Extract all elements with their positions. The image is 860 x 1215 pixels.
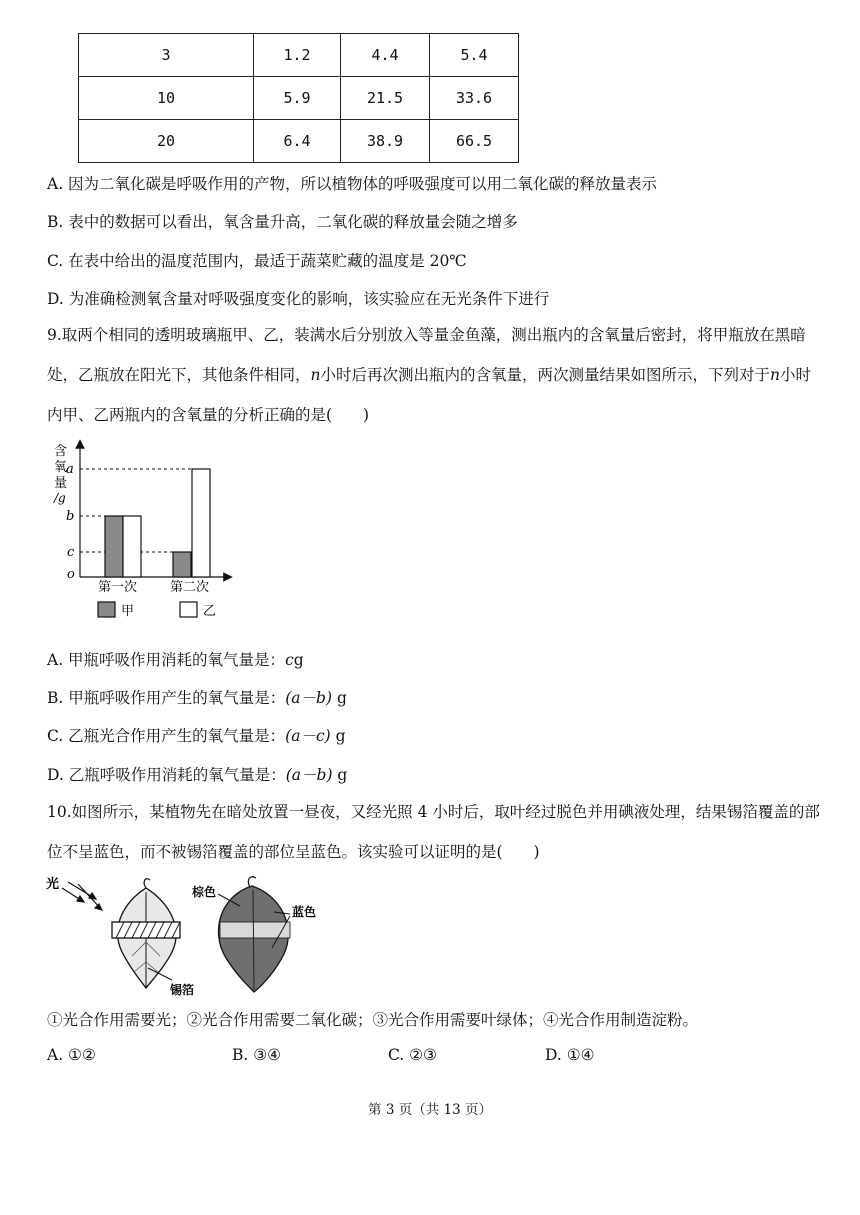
bar-jia-first (105, 516, 123, 577)
q9-option-b: B. 甲瓶呼吸作用产生的氧气量是：(a－b) g (47, 689, 347, 707)
q10-statements: ①光合作用需要光；②光合作用需要二氧化碳；③光合作用需要叶绿体；④光合作用制造淀粉。 (47, 1011, 699, 1029)
table-cell: 38.9 (341, 120, 430, 163)
table-cell: 4.4 (341, 34, 430, 77)
tick-label-o: o (67, 567, 75, 582)
q8-option-b: B. 表中的数据可以看出，氧含量升高，二氧化碳的释放量会随之增多 (47, 213, 518, 231)
table-cell: 1.2 (254, 34, 341, 77)
q9-option-c: C. 乙瓶光合作用产生的氧气量是：(a－c) g (47, 727, 346, 745)
legend-swatch-jia (98, 602, 115, 617)
tick-label-a: a (66, 462, 74, 477)
q8-option-a: A. 因为二氧化碳是呼吸作用的产物，所以植物体的呼吸强度可以用二氧化碳的释放量表示 (47, 175, 658, 193)
table-cell: 21.5 (341, 77, 430, 120)
brown-label: 棕色 (192, 885, 217, 899)
table-row (79, 34, 519, 77)
table-cell: 5.9 (254, 77, 341, 120)
q10-choice-a: A. ①② (47, 1046, 96, 1064)
tick-label-c: c (67, 545, 75, 560)
q8-option-d: D. 为准确检测氧含量对呼吸强度变化的影响，该实验应在无光条件下进行 (47, 290, 550, 308)
legend-label-yi: 乙 (203, 604, 217, 619)
q10-choice-b: B. ③④ (232, 1046, 282, 1064)
q10-choice-c: C. ②③ (388, 1046, 437, 1064)
leaf-experiment-figure (44, 872, 324, 997)
q9-stem: 9.取两个相同的透明玻璃瓶甲、乙，装满水后分别放入等量金鱼藻，测出瓶内的含氧量后密封，将甲瓶放在黑暗处，乙瓶放在阳光下，其他条件相同，n小时后再次测出瓶内的含氧量，两次测量结果如图所示，下列对于n小时内甲、乙两瓶内的含氧量的分析正确的是( ) (47, 326, 812, 424)
tick-label-b: b (66, 509, 75, 524)
category-label: 第二次 (170, 580, 210, 595)
light-label: 光 (46, 877, 60, 892)
table-row (79, 77, 519, 120)
y-axis-label-char: 含 (54, 444, 68, 459)
q9-option-d: D. 乙瓶呼吸作用消耗的氧气量是：(a－b) g (47, 766, 348, 784)
blue-label: 蓝色 (292, 905, 317, 919)
bar-jia-second (173, 552, 191, 577)
bar-yi-second (192, 469, 210, 577)
table-cell: 6.4 (254, 120, 341, 163)
q10-choice-d: D. ①④ (545, 1046, 595, 1064)
light-arrows (62, 882, 102, 910)
page-footer: 第 3 页（共 13 页） (368, 1102, 492, 1118)
legend-label-jia: 甲 (121, 604, 135, 619)
y-axis-unit: /g (54, 491, 66, 505)
legend-swatch-yi (180, 602, 197, 617)
table-cell: 33.6 (430, 77, 519, 120)
category-label: 第一次 (98, 580, 138, 595)
data-table (78, 33, 519, 163)
q10-stem: 10.如图所示，某植物先在暗处放置一昼夜，又经光照 4 小时后，取叶经过脱色并用碘液处理，结果锡箔覆盖的部位不呈蓝色，而不被锡箔覆盖的部位呈蓝色。该实验可以证明的是( ) (47, 803, 820, 861)
y-axis-label-char: 量 (54, 476, 68, 491)
table-cell: 10 (79, 77, 254, 120)
oxygen-bar-chart (40, 438, 240, 623)
bar-yi-first (123, 516, 141, 577)
q8-option-c: C. 在表中给出的温度范围内，最适于蔬菜贮藏的温度是 20℃ (47, 252, 467, 270)
table-cell: 5.4 (430, 34, 519, 77)
table-cell: 66.5 (430, 120, 519, 163)
foil-label: 锡箔 (170, 983, 195, 997)
table-cell: 20 (79, 120, 254, 163)
y-axis-label-char: 氧 (54, 460, 68, 475)
foil-strip (112, 922, 180, 938)
table-cell: 3 (79, 34, 254, 77)
table-row (79, 120, 519, 163)
q9-option-a: A. 甲瓶呼吸作用消耗的氧气量是：cg (47, 651, 304, 669)
